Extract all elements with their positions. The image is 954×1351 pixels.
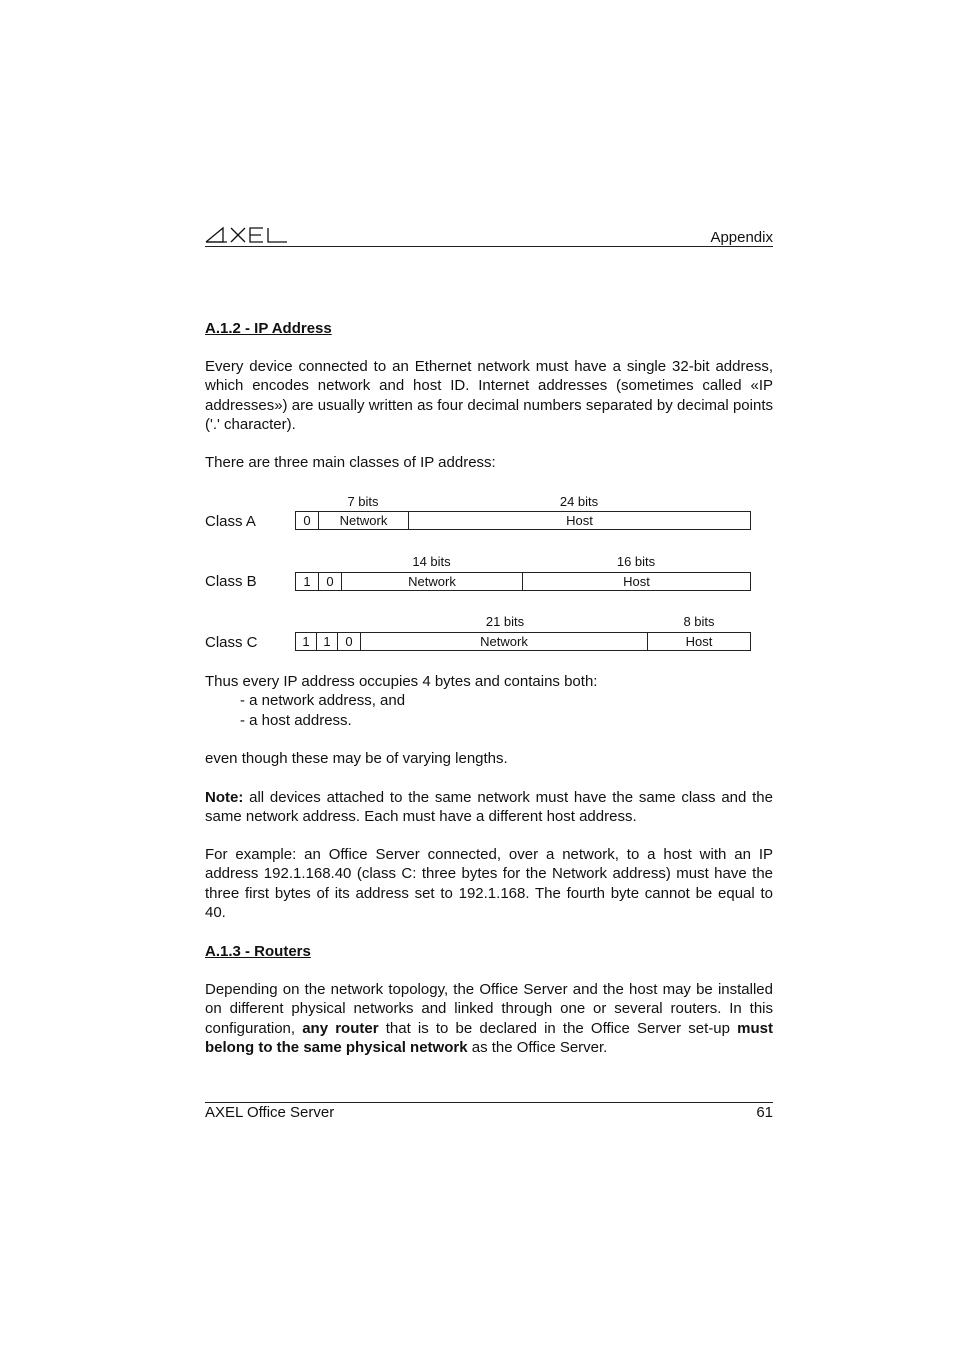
paragraph-routers: [205, 980, 773, 1058]
class-b-network-field: Network: [341, 572, 523, 591]
page-header: [205, 226, 773, 247]
page-number: 61: [756, 1104, 773, 1121]
summary-after: even though these may be of varying lengths.: [205, 750, 508, 767]
class-a-label: Class A: [205, 513, 256, 530]
axel-logo: [205, 226, 289, 248]
summary-intro: Thus every IP address occupies 4 bytes and contains both:: [205, 673, 598, 690]
class-c-label: Class C: [205, 634, 258, 651]
class-a-host-field: Host: [408, 511, 751, 530]
routers-bold-same-network: must belong to the same physical network: [205, 1019, 773, 1057]
routers-text-3: as the Office Server.: [467, 1039, 608, 1057]
class-c-network-bits: 21 bits: [485, 614, 525, 629]
paragraph-classes-intro: There are three main classes of IP address:: [205, 454, 496, 471]
class-c-network-field: Network: [360, 632, 648, 651]
class-c-bit-1: 1: [316, 632, 338, 651]
heading-routers: A.1.3 - Routers: [205, 943, 311, 960]
routers-text-2: that is to be declared in the Office Server set-up: [378, 1019, 738, 1037]
summary-item-host: - a host address.: [240, 712, 352, 729]
class-a-bit-0: 0: [295, 511, 319, 530]
routers-bold-any-router: any router: [302, 1019, 379, 1037]
footer-title: AXEL Office Server: [205, 1104, 335, 1121]
note-paragraph: [205, 788, 773, 827]
paragraph-ip-intro: Every device connected to an Ethernet network must have a single 32-bit address, which encodes network and host ID. Internet addresses (sometimes called «IP addresses») are usually written as four decimal numbers separated by decimal points ('.' character).: [205, 358, 773, 434]
class-a-diagram: [295, 511, 751, 531]
example-paragraph: For example: an Office Server connected, over a network, to a host with an IP address 192.1.168.40 (class C: three bytes for the Network address) must have the three first bytes of its address set to 192.1.168. The fourth byte cannot be equal to 40.: [205, 846, 773, 922]
class-b-network-bits: 14 bits: [412, 554, 451, 569]
class-a-network-bits: 7 bits: [347, 494, 379, 509]
routers-text-1: Depending on the network topology, the Office Server and the host may be installed on different physical networks and linked through one or several routers. In this configuration,: [205, 981, 773, 1037]
class-c-host-bits: 8 bits: [683, 614, 715, 629]
class-a-host-bits: 24 bits: [559, 494, 599, 509]
class-c-host-field: Host: [647, 632, 751, 651]
header-section-title: Appendix: [710, 229, 773, 246]
class-b-label: Class B: [205, 573, 257, 590]
heading-ip-address: A.1.2 - IP Address: [205, 320, 332, 337]
class-b-bit-0: 1: [295, 572, 319, 591]
class-a-network-field: Network: [318, 511, 409, 530]
class-b-host-field: Host: [522, 572, 751, 591]
class-b-diagram: [295, 572, 751, 592]
note-text: all devices attached to the same network must have the same class and the same network address. Each must have a different host address.: [205, 789, 773, 826]
class-b-bit-1: 0: [318, 572, 342, 591]
class-c-bit-2: 0: [337, 632, 361, 651]
class-b-host-bits: 16 bits: [616, 554, 656, 569]
class-c-bit-0: 1: [295, 632, 317, 651]
summary-item-network: - a network address, and: [240, 692, 406, 709]
footer-rule: [205, 1102, 773, 1103]
class-c-diagram: [295, 632, 751, 652]
note-label: Note:: [205, 789, 244, 806]
